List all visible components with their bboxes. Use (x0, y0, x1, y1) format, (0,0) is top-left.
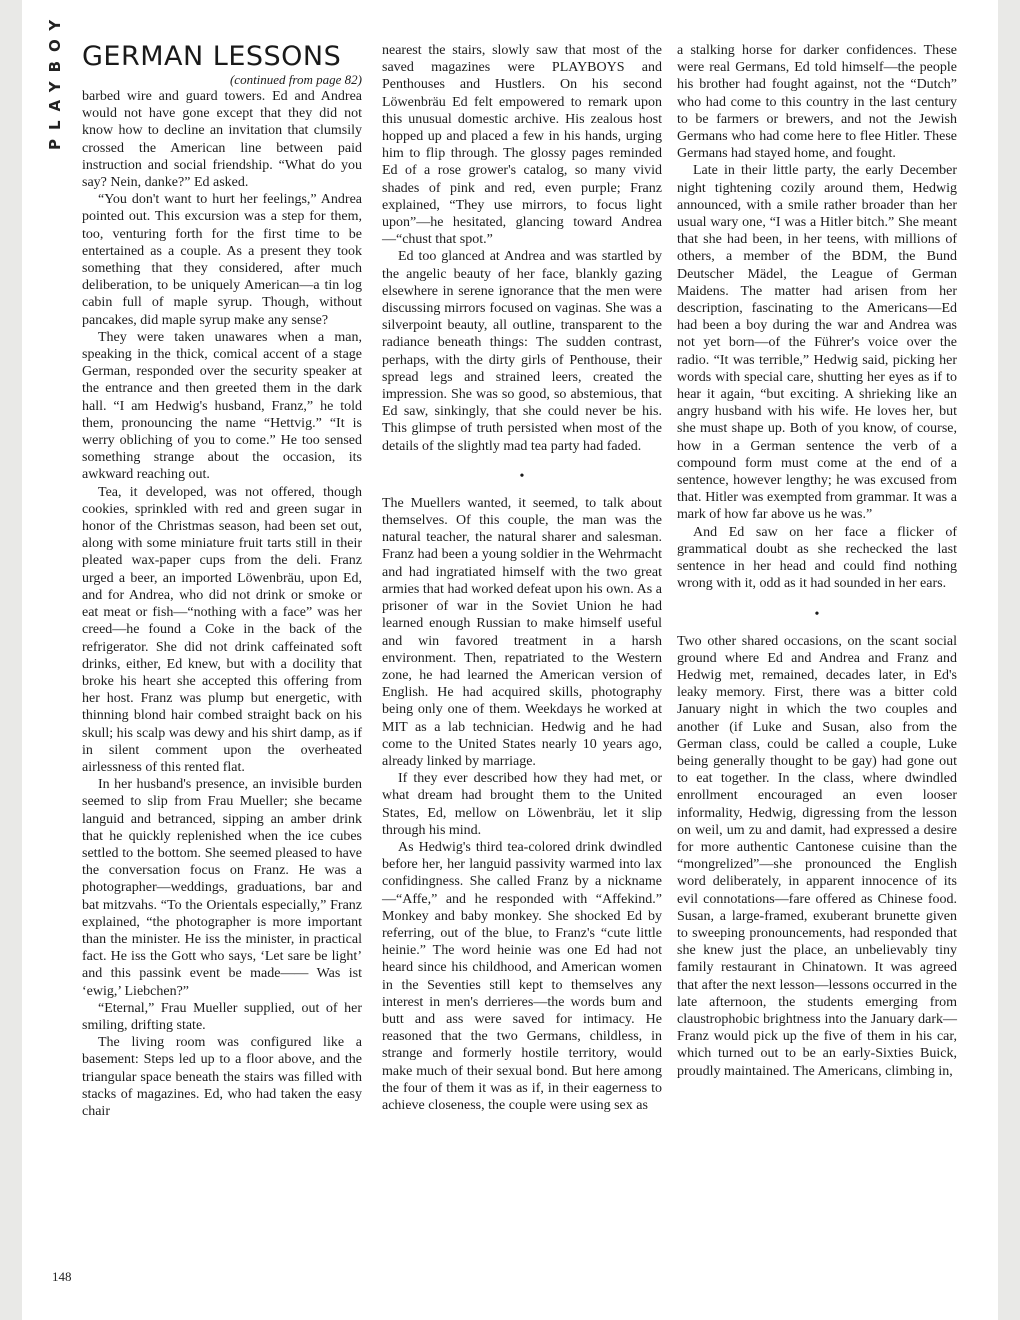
paragraph: Late in their little party, the early December night tightening cozily around them, Hedwig announced, with a smile rather broader than her usual wary one, “I was a Hitler bitch.” She meant that she had been, in her teens, with millions of others, a member of the BDM, the Bund Deutscher Mädel, the League of German Maidens. The matter had arisen from her description, fascinating to the Americans—Ed had been a boy during the war and Andrea was not yet born—of the Führer's voice over the radio. “It was terrible,” Hedwig said, picking her words with special care, shutting her eyes as if to hear it again, “but exciting. A shrieking like an angry husband with his wife. He loves her, but she must shape up. Both of you know, of course, how in a German sentence the verb of a compound form must come at the end of a sentence, however lengthy; he was excused from that. Hitler was exempted from grammar. It was a mark of how far above us he was.” (677, 163, 957, 523)
paragraph: As Hedwig's third tea-colored drink dwindled before her, her languid passivity warmed into lax confidingness. She called Franz by a nickname—“Affe,” and he responded with “Affekind.” Monkey and baby monkey. She shocked Ed by referring, out of the blue, to Franz's “cute little heinie.” The word heinie was one Ed had not heard since his childhood, and American women in the Seventies still kept to themselves any interest in men's derrieres—the words bum and butt and ass were saved for intimacy. He reasoned that the two Germans, childless, in strange and formerly hostile territory, would make much of their sexual bond. But here among the four of them it was as if, in their eagerness to achieve closeness, the couple were using sex as (382, 839, 662, 1113)
paragraph: The Muellers wanted, it seemed, to talk about themselves. Of this couple, the man was the natural teacher, the natural sharer and salesman. Franz had been a young soldier in the Wehrmacht and had ingratiated himself with the two great armies that had worked defeat upon his own. As a prisoner of war in the Soviet Union he had learned enough Russian to make himself useful and win favored treatment in a harsh environment. Then, repatriated to the Western zone, he had learned the American version of English. He had acquired skills, photography being only one of them. Weekdays he worked at MIT as a lab technician. Hedwig and he had come to the United States nearly 10 years ago, already linked by marriage. (382, 495, 662, 769)
paragraph: barbed wire and guard towers. Ed and Andrea would not have gone except that they did not know how to decline an invitation that clumsily crossed the American line between paid instruction and social friendship. “What do you say? Nein, danke?” Ed asked. (82, 89, 362, 191)
section-separator: • (814, 606, 820, 622)
paragraph: In her husband's presence, an invisible burden seemed to slip from Frau Mueller; she became languid and betranced, sipping an amber drink that he quickly replenished when the ice cubes settled to the bottom. She seemed pleased to have the conversation focus on Franz. He was a photographer—weddings, graduations, bar and bat mitzvahs. “To the Orientals especially,” Franz explained, “the photographer is more important than the minister. He iss the minister, in practical fact. He iss the Gott who says, ‘Let sare be light’ and this passink event be made—— Was ist ‘ewig,’ Liebchen?” (82, 777, 362, 999)
magazine-name: PLAYBOY (46, 10, 64, 150)
paragraph: If they ever described how they had met, or what dream had brought them to the United States, Ed, mellow on Löwenbräu, let it slip through his mind. (382, 771, 662, 838)
paragraph: “Eternal,” Frau Mueller supplied, out of her smiling, drifting state. (82, 1000, 362, 1033)
paragraph: Two other shared occasions, on the scant social ground where Ed and Andrea and Franz and Hedwig met, remained, decades later, in Ed's leaky memory. First, there was a bitter cold January night in which the two couples and another (if Luke and Susan, also from the German class, could be called a couple, Luke being generally thought to be gay) had gone out to eat together. In the class, where dwindled enrollment encouraged an even looser informality, Hedwig, digressing from the lesson on weil, um zu and damit, had expressed a desire for more authentic Cantonese cuisine than the “mongrelized”—she pronounced the English word deliberately, in apparent innocence of its evil connotations—fare offered as Chinese food. Susan, a large-framed, exuberant brunette given to sweeping pronouncements, had responded that she knew just the place, an unbelievably tiny family restaurant in Chinatown. It was agreed that after the next lesson—lessons occurred in the late afternoon, the students emerging from claustrophobic brightness into the January dark—Franz would pick up the five of them in his car, which turned out to be an early-Sixties Buick, proudly maintained. The Americans, climbing in, (677, 633, 957, 1079)
column-2 (382, 42, 662, 1114)
paragraph: The living room was configured like a basement: Steps led up to a floor above, and the triangular space beneath the stairs was filled with stacks of magazines. Ed, who had taken the easy chair (82, 1035, 362, 1119)
paragraph: “You don't want to hurt her feelings,” Andrea pointed out. This excursion was a step for them, too, venturing forth for the first time to be entertained as a couple. As a present they took something that they considered, after much deliberation, to be uniquely American—a tin log cabin full of maple syrup. Though, without pancakes, did maple syrup make any sense? (82, 192, 362, 328)
paragraph: And Ed saw on her face a flicker of grammatical doubt as she rechecked the last sentence in her head and could find nothing wrong with it, odd as it had sounded in her ears. (677, 524, 957, 592)
paragraph: Tea, it developed, was not offered, though cookies, sprinkled with red and green sugar in honor of the Christmas season, had been set out, along with some miniature fruit tarts still in their pleated wax-paper cups from the deli. Franz urged a beer, an imported Löwenbräu, upon Ed, and for Andrea, who did not drink or smoke or eat meat or fish—“nothing with a face” was her creed—he found a Coke in the back of the refrigerator. She did not drink caffeinated soft drinks, either, Ed knew, but with a docility that broke his heart she accepted this offering from her host. Franz was plump but energetic, with thinning blond hair combed straight back on his skull; his scalp was dewy and his shirt damp, as if in silent comment upon the overheated airlessness of this rented flat. (82, 484, 362, 775)
paragraph: a stalking horse for darker confidences. These were real Germans, Ed told himself—the people his brother had fought against, not the “Dutch” who had come to this country in the last century to be farmers or brewers, and not the Jewish Germans who had come here to flee Hitler. These Germans had stayed home, and fought. (677, 43, 957, 162)
column-3 (677, 42, 957, 1080)
column-1 (82, 42, 362, 1120)
paragraph: Ed too glanced at Andrea and was startled by the angelic beauty of her face, blankly gazing elsewhere in serene ignorance that the men were discussing mirrors focused on vaginas. She was a silverpoint beauty, all outline, transparent to the radiance beneath things: The sudden contrast, perhaps, with the dirty girls of Penthouse, their spread legs and strained leers, created the impression. She was so good, so abstemious, that Ed saw, sinkingly, that she could never be his. This glimpse of truth persisted when most of the details of the slightly mad tea party had faded. (382, 249, 662, 454)
paragraph: They were taken unawares when a man, speaking in the thick, comical accent of a stage German, responded over the security speaker at the entrance and then greeted them in the dark hall. “I am Hedwig's husband, Franz,” he told them, pronouncing the name “Hettvig.” “It is werry obliching of you to come.” He too sensed something strange about the occasion, its awkward reaching out. (82, 329, 362, 483)
magazine-page (22, 0, 998, 1320)
paragraph: nearest the stairs, slowly saw that most of the saved magazines were PLAYBOYS and Penthouses and Hustlers. On his second Löwenbräu Ed felt empowered to remark upon this unusual domestic archive. His zealous host hopped up and placed a few in his hands, urging him to flip through. The glossy pages reminded Ed of a rose grower's catalog, so many vivid shades of pink and red, even purple; Franz explained, “They use mirrors, to focus light upon”—he hesitated, glancing toward Andrea—“chust that spot.” (382, 43, 662, 248)
page-number: 148 (52, 1269, 72, 1284)
article-headline: GERMAN LESSONS (82, 41, 342, 72)
continued-note: (continued from page 82) (229, 72, 362, 87)
section-separator: • (519, 468, 525, 484)
